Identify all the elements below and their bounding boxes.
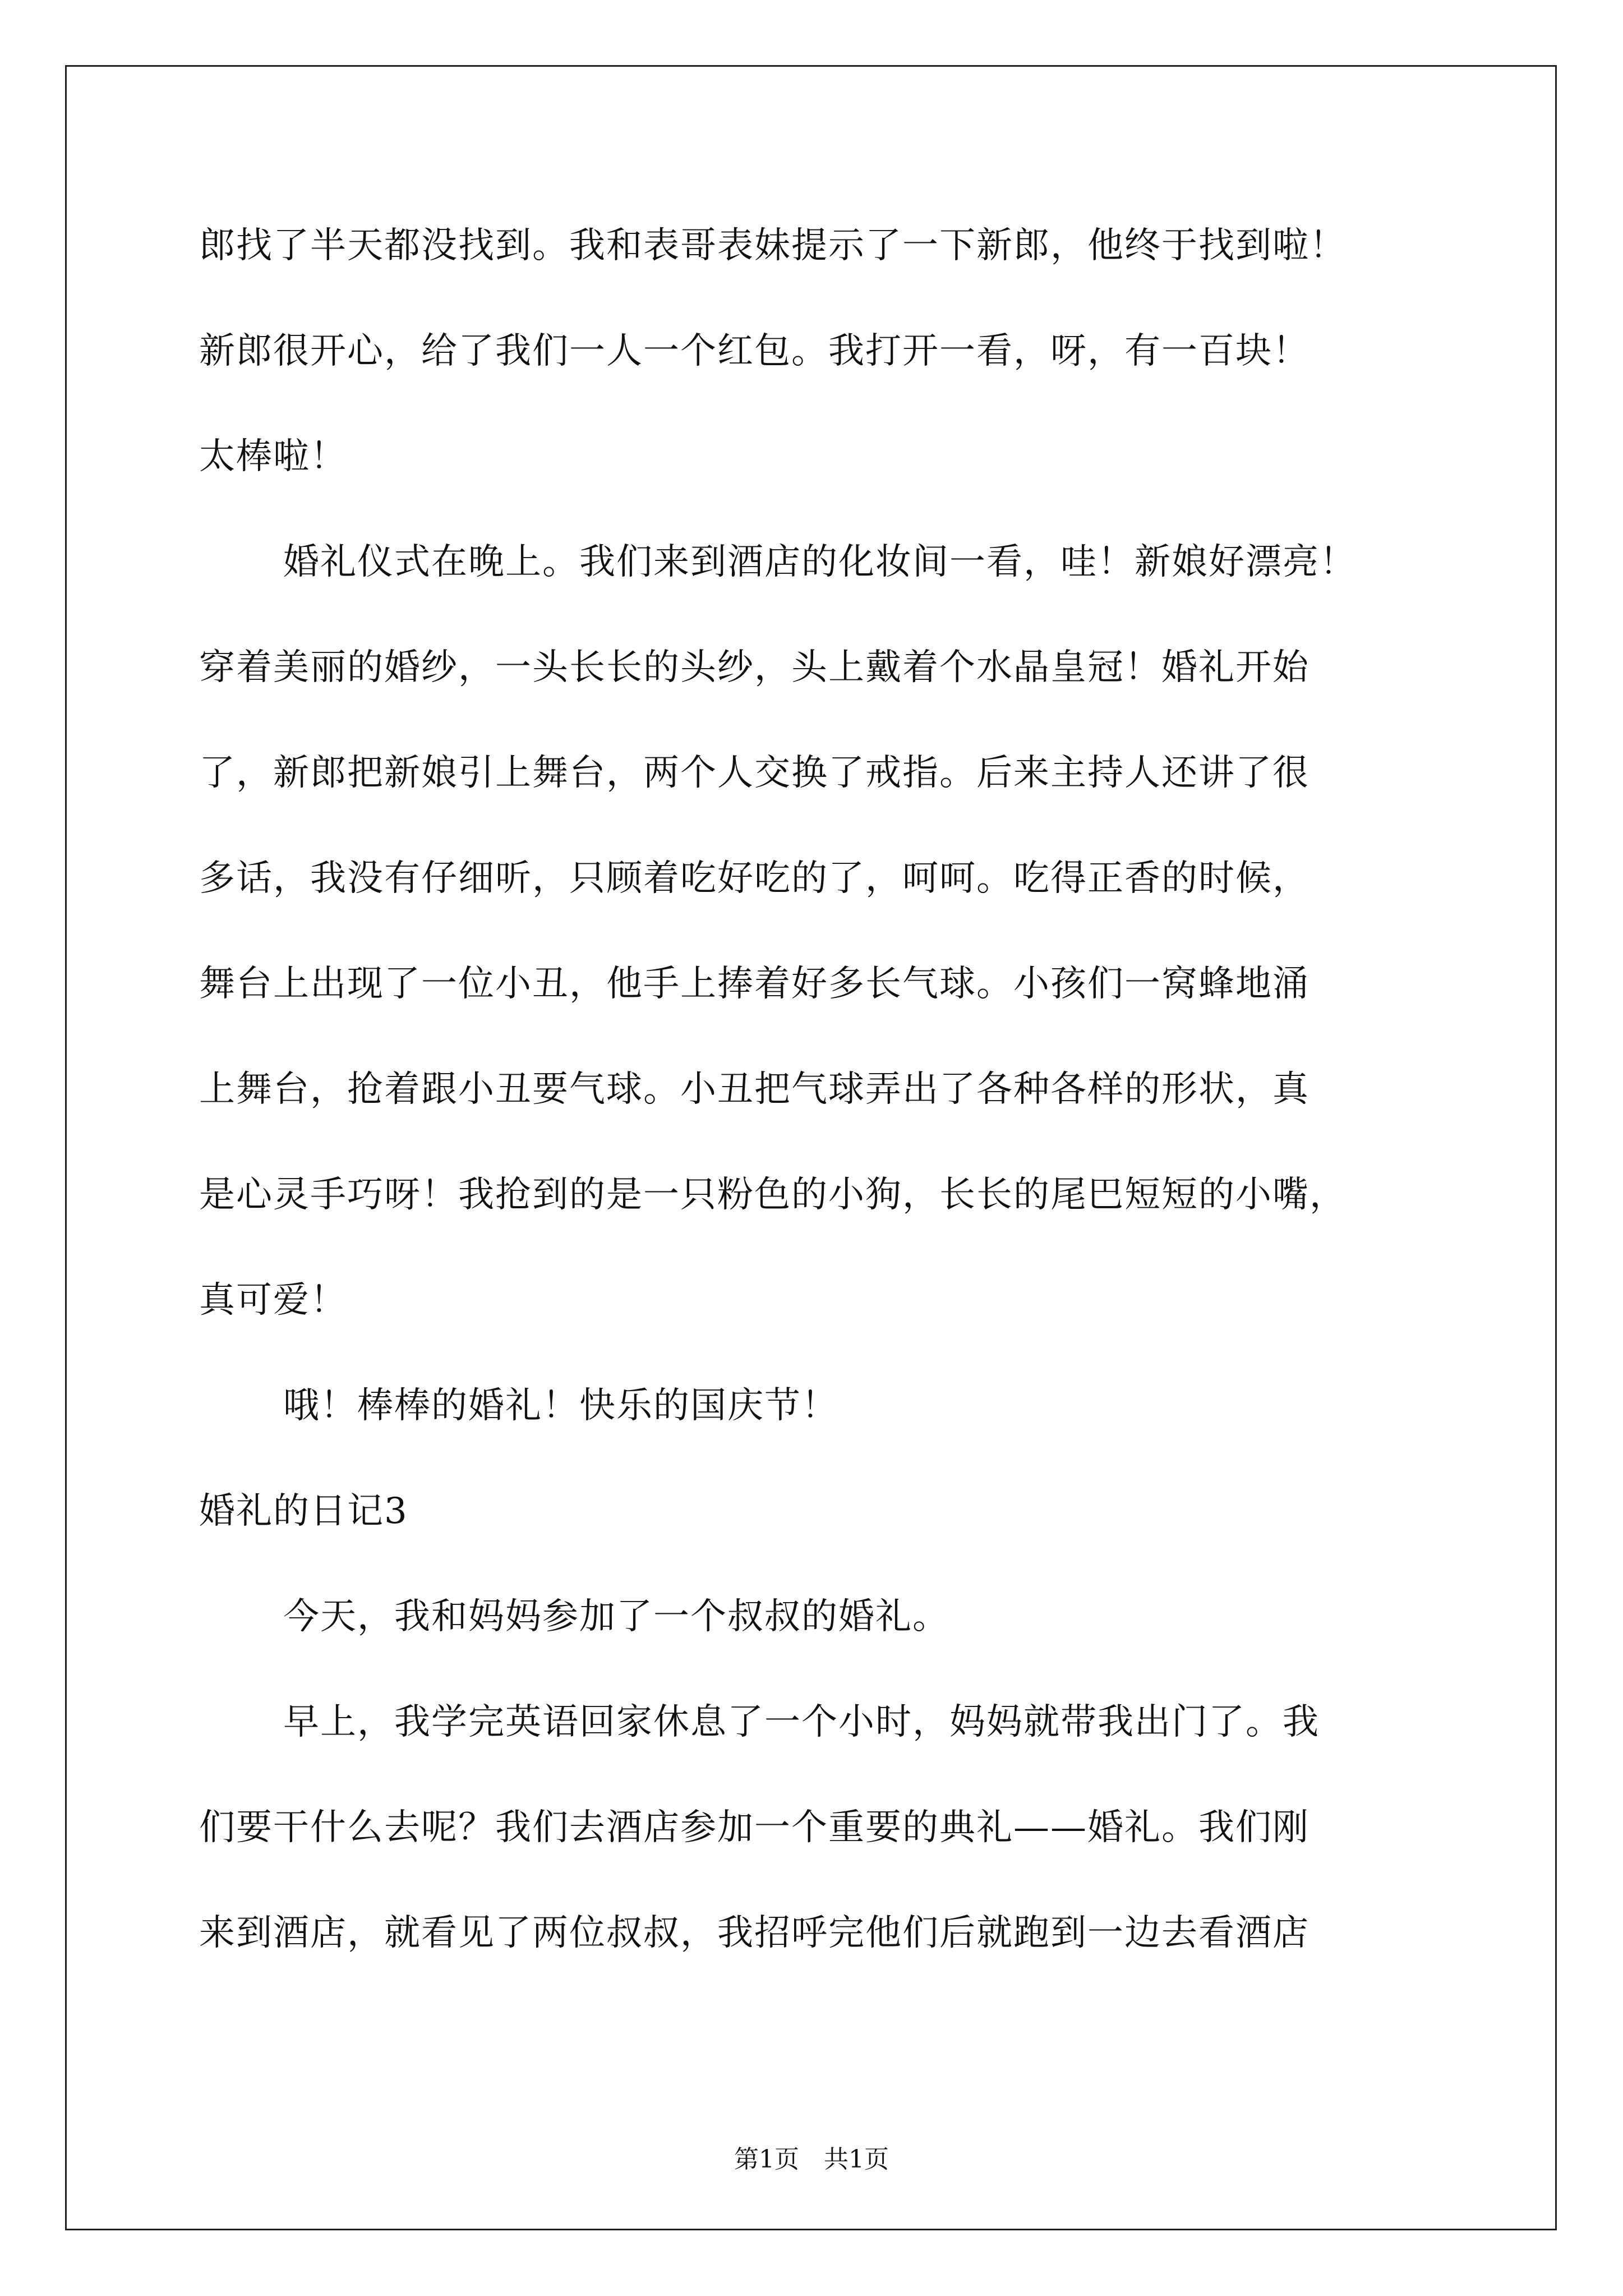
- paragraph-start-line: 今天，我和妈妈参加了一个叔叔的婚礼。: [283, 1596, 949, 1637]
- text-line: 上舞台，抢着跟小丑要气球。小丑把气球弄出了各种各样的形状，真: [199, 1069, 1310, 1110]
- text-line: 了，新郎把新娘引上舞台，两个人交换了戒指。后来主持人还讲了很: [199, 752, 1310, 794]
- text-line: 新郎很开心，给了我们一人一个红包。我打开一看，呀，有一百块！: [199, 330, 1310, 372]
- paragraph-start-line: 婚礼仪式在晚上。我们来到酒店的化妆间一看，哇！新娘好漂亮！: [283, 541, 1357, 583]
- text-line: 们要干什么去呢？我们去酒店参加一个重要的典礼——婚礼。我们刚: [199, 1807, 1310, 1848]
- page-footer: 第1页 共1页: [734, 2145, 889, 2174]
- text-line: 是心灵手巧呀！我抢到的是一只粉色的小狗，长长的尾巴短短的小嘴，: [199, 1174, 1347, 1216]
- text-line: 真可爱！: [199, 1280, 347, 1321]
- text-line: 太棒啦！: [199, 436, 347, 477]
- section-heading: 婚礼的日记3: [199, 1490, 408, 1532]
- text-line: 郎找了半天都没找到。我和表哥表妹提示了一下新郎，他终于找到啦！: [199, 225, 1347, 266]
- paragraph-start-line: 哦！棒棒的婚礼！快乐的国庆节！: [283, 1385, 838, 1427]
- text-line: 穿着美丽的婚纱，一头长长的头纱，头上戴着个水晶皇冠！婚礼开始: [199, 647, 1310, 688]
- paragraph-start-line: 早上，我学完英语回家休息了一个小时，妈妈就带我出门了。我: [283, 1701, 1320, 1743]
- text-line: 来到酒店，就看见了两位叔叔，我招呼完他们后就跑到一边去看酒店: [199, 1912, 1310, 1954]
- text-line: 舞台上出现了一位小丑，他手上捧着好多长气球。小孩们一窝蜂地涌: [199, 963, 1310, 1005]
- text-line: 多话，我没有仔细听，只顾着吃好吃的了，呵呵。吃得正香的时候，: [199, 858, 1310, 899]
